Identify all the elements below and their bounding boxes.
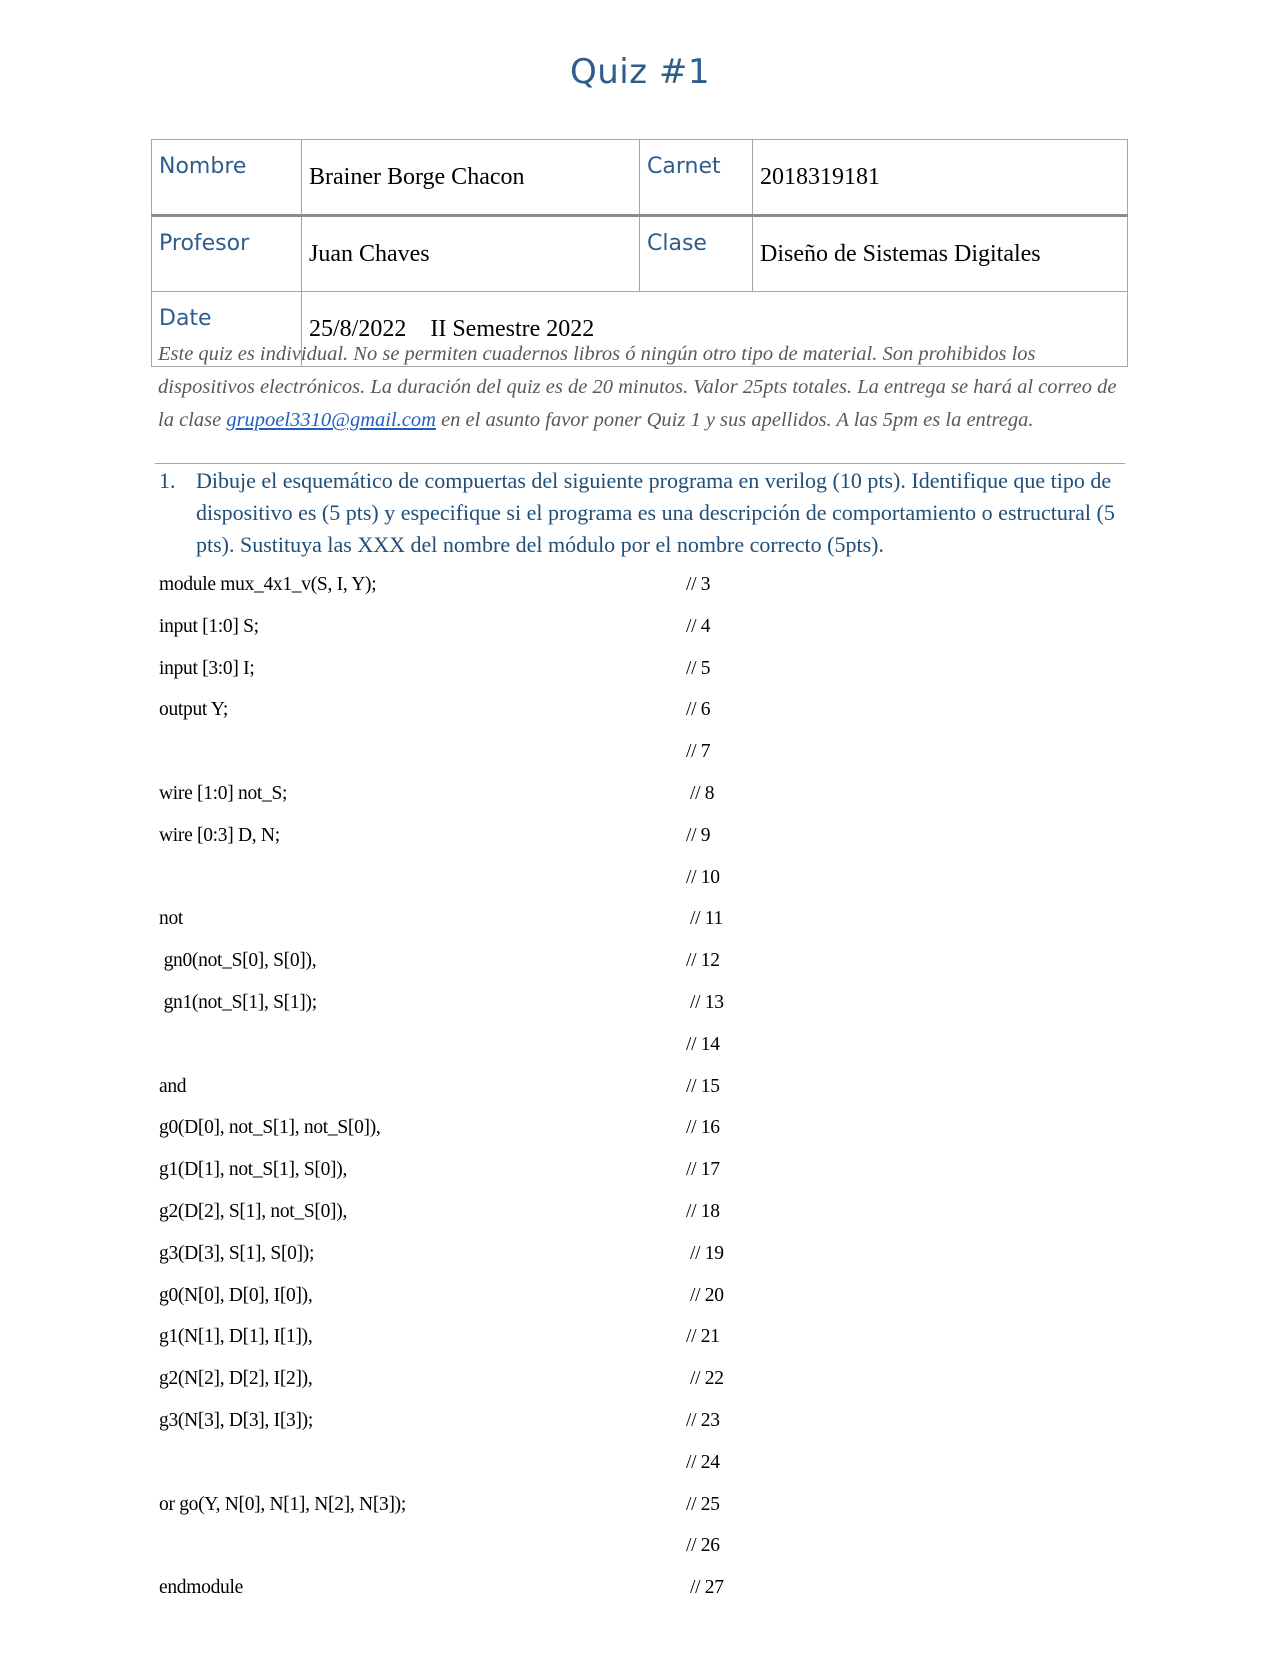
question-text: Dibuje el esquemático de compuertas del siguiente programa en verilog (10 pts). Identifique que tipo de dispositivo es (5 pts) y especifique si el programa es una descripción de comportamiento o estructural (5 pts). Sustituya las XXX del nombre del módulo por el nombre correcto (5pts). (196, 468, 1115, 557)
code-text: input [1:0] S; (159, 615, 259, 637)
carnet-value: 2018319181 (753, 140, 1128, 216)
code-line (0, 616, 1280, 646)
code-line (0, 1117, 1280, 1147)
date-label: Date (152, 292, 302, 367)
code-text: not (159, 908, 184, 930)
code-line (0, 574, 1280, 604)
code-line (0, 1034, 1280, 1064)
semester-value: II Semestre 2022 (430, 315, 595, 342)
line-comment: // 26 (686, 1535, 720, 1557)
question-number: 1. (159, 468, 176, 493)
code-line (0, 1243, 1280, 1273)
line-comment: // 8 (690, 783, 715, 804)
line-comment: // 22 (690, 1368, 724, 1390)
code-text: or go(Y, N[0], N[1], N[2], N[3]); (159, 1493, 406, 1515)
code-text: and (159, 1075, 187, 1097)
line-comment: // 14 (686, 1033, 720, 1055)
line-comment: // 12 (686, 950, 720, 972)
code-line (0, 1494, 1280, 1524)
line-comment: // 4 (686, 615, 711, 637)
code-text: g3(D[3], S[1], S[0]); (159, 1242, 315, 1264)
code-line (0, 741, 1280, 771)
info-row-profesor (152, 216, 1128, 292)
code-line (0, 1452, 1280, 1482)
code-line (0, 992, 1280, 1022)
date-value: 25/8/2022 (309, 315, 407, 342)
code-line (0, 1159, 1280, 1189)
code-line (0, 1410, 1280, 1440)
page-title: Quiz #1 (569, 52, 711, 92)
code-text: g1(D[1], not_S[1], S[0]), (159, 1159, 348, 1181)
code-line (0, 1201, 1280, 1231)
code-text: wire [1:0] not_S; (159, 783, 288, 804)
instructions-text-after: en el asunto favor poner Quiz 1 y sus apellidos. A las 5pm es la entrega. (435, 409, 1034, 431)
code-line (0, 699, 1280, 729)
line-comment: // 7 (686, 741, 711, 763)
section-divider (155, 463, 1125, 464)
code-text: g2(D[2], S[1], not_S[0]), (159, 1201, 348, 1222)
code-line (0, 1577, 1280, 1607)
line-comment: // 25 (686, 1493, 720, 1515)
nombre-label: Nombre (152, 140, 302, 216)
line-comment: // 11 (690, 908, 723, 930)
line-comment: // 17 (686, 1159, 720, 1181)
line-comment: // 5 (686, 657, 711, 679)
code-text: module mux_4x1_v(S, I, Y); (159, 574, 377, 595)
code-line (0, 1535, 1280, 1565)
profesor-value: Juan Chaves (302, 216, 640, 292)
line-comment: // 24 (686, 1451, 720, 1473)
code-text: input [3:0] I; (159, 657, 255, 679)
code-line (0, 825, 1280, 855)
clase-value: Diseño de Sistemas Digitales (753, 216, 1128, 292)
student-info-table (151, 139, 1128, 367)
code-text: g3(N[3], D[3], I[3]); (159, 1410, 313, 1431)
code-line (0, 1326, 1280, 1356)
code-text: g1(N[1], D[1], I[1]), (159, 1326, 313, 1348)
nombre-value: Brainer Borge Chacon (302, 140, 640, 216)
line-comment: // 15 (686, 1075, 720, 1097)
code-line (0, 1285, 1280, 1315)
carnet-label: Carnet (640, 140, 753, 216)
code-line (0, 783, 1280, 813)
info-row-nombre (152, 140, 1128, 216)
line-comment: // 9 (686, 824, 711, 846)
line-comment: // 3 (686, 574, 711, 595)
code-text: output Y; (159, 699, 228, 721)
code-text: gn1(not_S[1], S[1]); (159, 992, 317, 1013)
email-link[interactable]: grupoel3310@gmail.com (226, 409, 436, 431)
code-line (0, 950, 1280, 980)
line-comment: // 19 (690, 1242, 724, 1264)
code-line (0, 908, 1280, 938)
line-comment: // 13 (690, 992, 724, 1013)
line-comment: // 18 (686, 1201, 720, 1222)
code-text: gn0(not_S[0], S[0]), (159, 950, 317, 972)
quiz-instructions (158, 338, 1118, 437)
line-comment: // 6 (686, 699, 711, 721)
code-text: endmodule (159, 1577, 243, 1599)
line-comment: // 20 (690, 1284, 724, 1306)
code-text: wire [0:3] D, N; (159, 824, 280, 846)
instructions-text-before: Este quiz es individual. No se permiten cuadernos libros ó ningún otro tipo de material. Son prohibidos los dispositivos electrónicos. La duración del quiz es de 20 minutos. Valor 25pts totales. La entrega se hará al correo de la clase (158, 343, 1117, 431)
profesor-label: Profesor (152, 216, 302, 292)
line-comment: // 27 (690, 1577, 724, 1599)
line-comment: // 21 (686, 1326, 720, 1348)
code-line (0, 658, 1280, 688)
code-text: g2(N[2], D[2], I[2]), (159, 1368, 313, 1390)
code-text: g0(N[0], D[0], I[0]), (159, 1284, 313, 1306)
line-comment: // 16 (686, 1117, 720, 1139)
code-line (0, 867, 1280, 897)
line-comment: // 23 (686, 1410, 720, 1431)
code-line (0, 1076, 1280, 1106)
clase-label: Clase (640, 216, 753, 292)
code-text: g0(D[0], not_S[1], not_S[0]), (159, 1117, 381, 1139)
line-comment: // 10 (686, 866, 720, 888)
code-line (0, 1368, 1280, 1398)
